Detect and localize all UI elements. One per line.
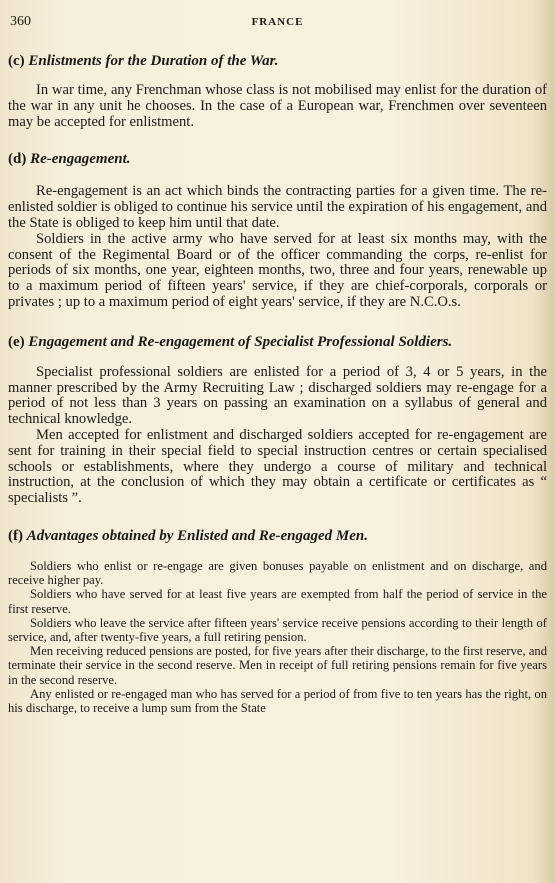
paragraph: Soldiers in the active army who have served for at least six months may, with the consent of the Regimental Board or of the officer commanding the corps, re-enlist for periods of six months, one year, eighteen months, two, three and four years, renewable up to a maximum period of fifteen years' service, if they are chief-corporals, corporals or privates ; up to a maximum period of eight years' service, if they are N.C.O.s.: [8, 230, 547, 310]
section-title: Enlistments for the Duration of the War.: [28, 53, 279, 69]
paragraph: Soldiers who leave the service after fifteen years' service receive pensions according to their length of service, and, after twenty-five years, a full retiring pension.: [8, 615, 547, 644]
section-title: Advantages obtained by Enlisted and Re-engaged Men.: [26, 527, 368, 544]
section-heading: [8, 333, 547, 351]
section-d: [8, 150, 547, 310]
paragraph: Any enlisted or re-engaged man who has served for a period of from five to ten years has the right, on his discharge, to receive a lump sum from the State: [8, 686, 547, 715]
section-letter: (f): [8, 527, 23, 544]
paragraph: Men accepted for enlistment and discharged soldiers accepted for re-engagement are sent for training in their special field to special instruction centres or certain specialised schools or establishments, where they undergo a course of military and technical instruction, at the conclusion of which they may obtain a certificate or certificates as “ specialists ”.: [8, 426, 547, 507]
section-c: [8, 52, 547, 130]
paragraph: Specialist professional soldiers are enlisted for a period of 3, 4 or 5 years, in the manner prescribed by the Army Recruiting Law ; discharged soldiers may re-engage for a period of not less than 3 years on passing an examination on a syllabus of general and technical knowledge.: [8, 363, 547, 428]
running-header: [8, 14, 547, 36]
page-number: 360: [10, 14, 31, 29]
paragraph: Men receiving reduced pensions are posted, for five years after their discharge, to the first reserve, and terminate their service in the second reserve. Men in receipt of full retiring pensions remain for five years in the second reserve.: [8, 644, 547, 687]
running-title: FRANCE: [251, 16, 304, 28]
paragraph: In war time, any Frenchman whose class is not mobilised may enlist for the duration of the war in any unit he chooses. In the case of a European war, Frenchmen over seventeen may be accepted for enlistment.: [8, 82, 547, 130]
section-heading: [8, 527, 547, 545]
paragraph: Soldiers who enlist or re-engage are given bonuses payable on enlistment and on discharge, and receive higher pay.: [8, 558, 547, 588]
section-letter: (d): [8, 151, 27, 168]
section-e: [8, 333, 547, 507]
section-f: [8, 527, 547, 715]
section-title: Re-engagement.: [30, 151, 131, 168]
section-heading: [8, 150, 547, 168]
section-title: Engagement and Re-engagement of Specialist Professional Soldiers.: [28, 333, 453, 350]
paragraph: Soldiers who have served for at least five years are exempted from half the period of service in the first reserve.: [8, 587, 547, 616]
section-letter: (c): [8, 53, 25, 69]
paragraph: Re-engagement is an act which binds the contracting parties for a given time. The re-enlisted soldier is obliged to continue his service until the expiration of his engagement, and the State is obliged to keep him until that date.: [8, 183, 547, 231]
section-letter: (e): [8, 333, 25, 350]
section-heading: [8, 52, 547, 70]
